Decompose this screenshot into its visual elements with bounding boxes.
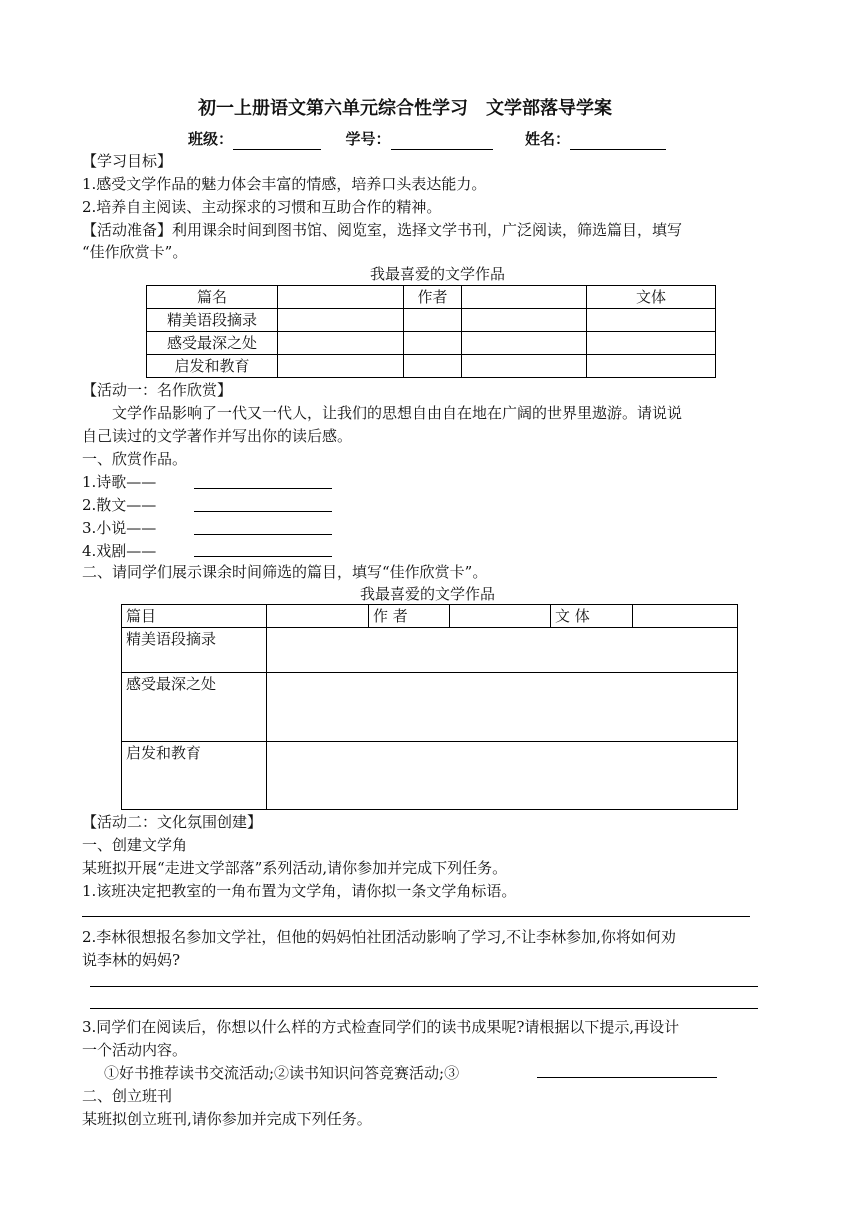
activity2-heading: 【活动二：文化氛围创建】: [82, 813, 263, 831]
table2-row-label: 感受最深之处: [122, 673, 267, 742]
info-line: [188, 128, 666, 150]
drama-label: 4.戏剧——: [82, 542, 157, 560]
activity2-sub-1: 一、创建文学角: [82, 836, 188, 854]
activity2-intro-2: 某班拟创立班刊,请你参加并完成下列任务。: [82, 1110, 372, 1128]
table1-cell[interactable]: [587, 332, 716, 355]
activity2-intro: 某班拟开展“走进文学部落”系列活动,请你参加并完成下列任务。: [82, 859, 508, 877]
table2-cell[interactable]: [633, 605, 738, 628]
table1-row-label: 精美语段摘录: [147, 309, 278, 332]
table1-caption: 我最喜爱的文学作品: [370, 265, 506, 283]
table1-cell[interactable]: [587, 309, 716, 332]
table1: [146, 285, 716, 378]
prose-label: 2.散文——: [82, 496, 157, 514]
question-3-line-2: 一个活动内容。: [82, 1041, 188, 1059]
number-field[interactable]: [391, 133, 493, 150]
question-3-answer-line[interactable]: [537, 1077, 717, 1078]
question-3-line-1: 3.同学们在阅读后，你想以什么样的方式检查同学们的读书成果呢?请根据以下提示,再设计: [82, 1018, 680, 1036]
activity1-para-1: 文学作品影响了一代又一代人，让我们的思想自由自在地在广阔的世界里遨游。请说说: [112, 404, 683, 422]
prep-line-1: 【活动准备】利用课余时间到图书馆、阅览室，选择文学书刊，广泛阅读，筛选篇目，填写: [82, 221, 683, 239]
goal-item-2: 2.培养自主阅读、主动探求的习惯和互助合作的精神。: [82, 198, 442, 216]
table1-row-label: 感受最深之处: [147, 332, 278, 355]
activity1-sub-1: 一、欣赏作品。: [82, 450, 188, 468]
table2-col-title: 篇目: [122, 605, 267, 628]
table1-cell[interactable]: [404, 332, 462, 355]
table2-answer-cell[interactable]: [267, 673, 738, 742]
table1-cell[interactable]: [278, 355, 404, 378]
class-label: 班级：: [188, 130, 234, 148]
table2-caption: 我最喜爱的文学作品: [360, 585, 496, 603]
page-title: 初一上册语文第六单元综合性学习 文学部落导学案: [198, 98, 612, 119]
table1-cell[interactable]: [278, 332, 404, 355]
table2-row-label: 启发和教育: [122, 742, 267, 810]
table2-row-label: 精美语段摘录: [122, 628, 267, 673]
question-2-answer-line-1[interactable]: [90, 986, 758, 987]
name-field[interactable]: [570, 133, 666, 150]
question-2-line-2: 说李林的妈妈?: [82, 951, 181, 969]
table1-cell[interactable]: [462, 332, 587, 355]
table1-row-label: 启发和教育: [147, 355, 278, 378]
table1-cell[interactable]: [278, 286, 404, 309]
table1-cell[interactable]: [462, 286, 587, 309]
table2-answer-cell[interactable]: [267, 742, 738, 810]
activity1-para-2: 自己读过的文学著作并写出你的读后感。: [82, 427, 353, 445]
prep-line-2: “佳作欣赏卡”。: [82, 243, 188, 261]
activity2-sub-2: 二、创立班刊: [82, 1087, 173, 1105]
table1-cell[interactable]: [462, 355, 587, 378]
table2-col-genre: 文 体: [551, 605, 633, 628]
question-2-answer-line-2[interactable]: [90, 1008, 758, 1009]
question-2-line-1: 2.李林很想报名参加文学社，但他的妈妈怕社团活动影响了学习,不让李林参加,你将如何劝: [82, 928, 676, 946]
question-3-hints: ①好书推荐读书交流活动;②读书知识问答竞赛活动;③: [104, 1064, 460, 1082]
table1-cell[interactable]: [404, 355, 462, 378]
question-1: 1.该班决定把教室的一角布置为文学角，请你拟一条文学角标语。: [82, 882, 517, 900]
table2: [121, 604, 738, 810]
table1-cell[interactable]: [587, 355, 716, 378]
novel-label: 3.小说——: [82, 519, 157, 537]
table1-cell[interactable]: [404, 309, 462, 332]
activity1-sub-2: 二、请同学们展示课余时间筛选的篇目，填写“佳作欣赏卡”。: [82, 563, 488, 581]
table1-col-title: 篇名: [147, 286, 278, 309]
table2-col-author: 作 者: [369, 605, 450, 628]
class-field[interactable]: [233, 133, 321, 150]
goals-heading: 【学习目标】: [82, 152, 173, 170]
table1-col-author: 作者: [404, 286, 462, 309]
goal-item-1: 1.感受文学作品的魅力体会丰富的情感，培养口头表达能力。: [82, 175, 487, 193]
poem-answer-line[interactable]: [194, 488, 332, 489]
table2-cell[interactable]: [267, 605, 369, 628]
prose-answer-line[interactable]: [194, 511, 332, 512]
table2-answer-cell[interactable]: [267, 628, 738, 673]
table1-col-genre: 文体: [587, 286, 716, 309]
drama-answer-line[interactable]: [194, 556, 332, 557]
number-label: 学号：: [345, 130, 391, 148]
table1-cell[interactable]: [462, 309, 587, 332]
question-1-answer-line[interactable]: [82, 916, 750, 917]
poem-label: 1.诗歌——: [82, 473, 157, 491]
table2-cell[interactable]: [450, 605, 551, 628]
table1-cell[interactable]: [278, 309, 404, 332]
name-label: 姓名：: [524, 130, 570, 148]
novel-answer-line[interactable]: [194, 534, 332, 535]
activity1-heading: 【活动一：名作欣赏】: [82, 381, 233, 399]
